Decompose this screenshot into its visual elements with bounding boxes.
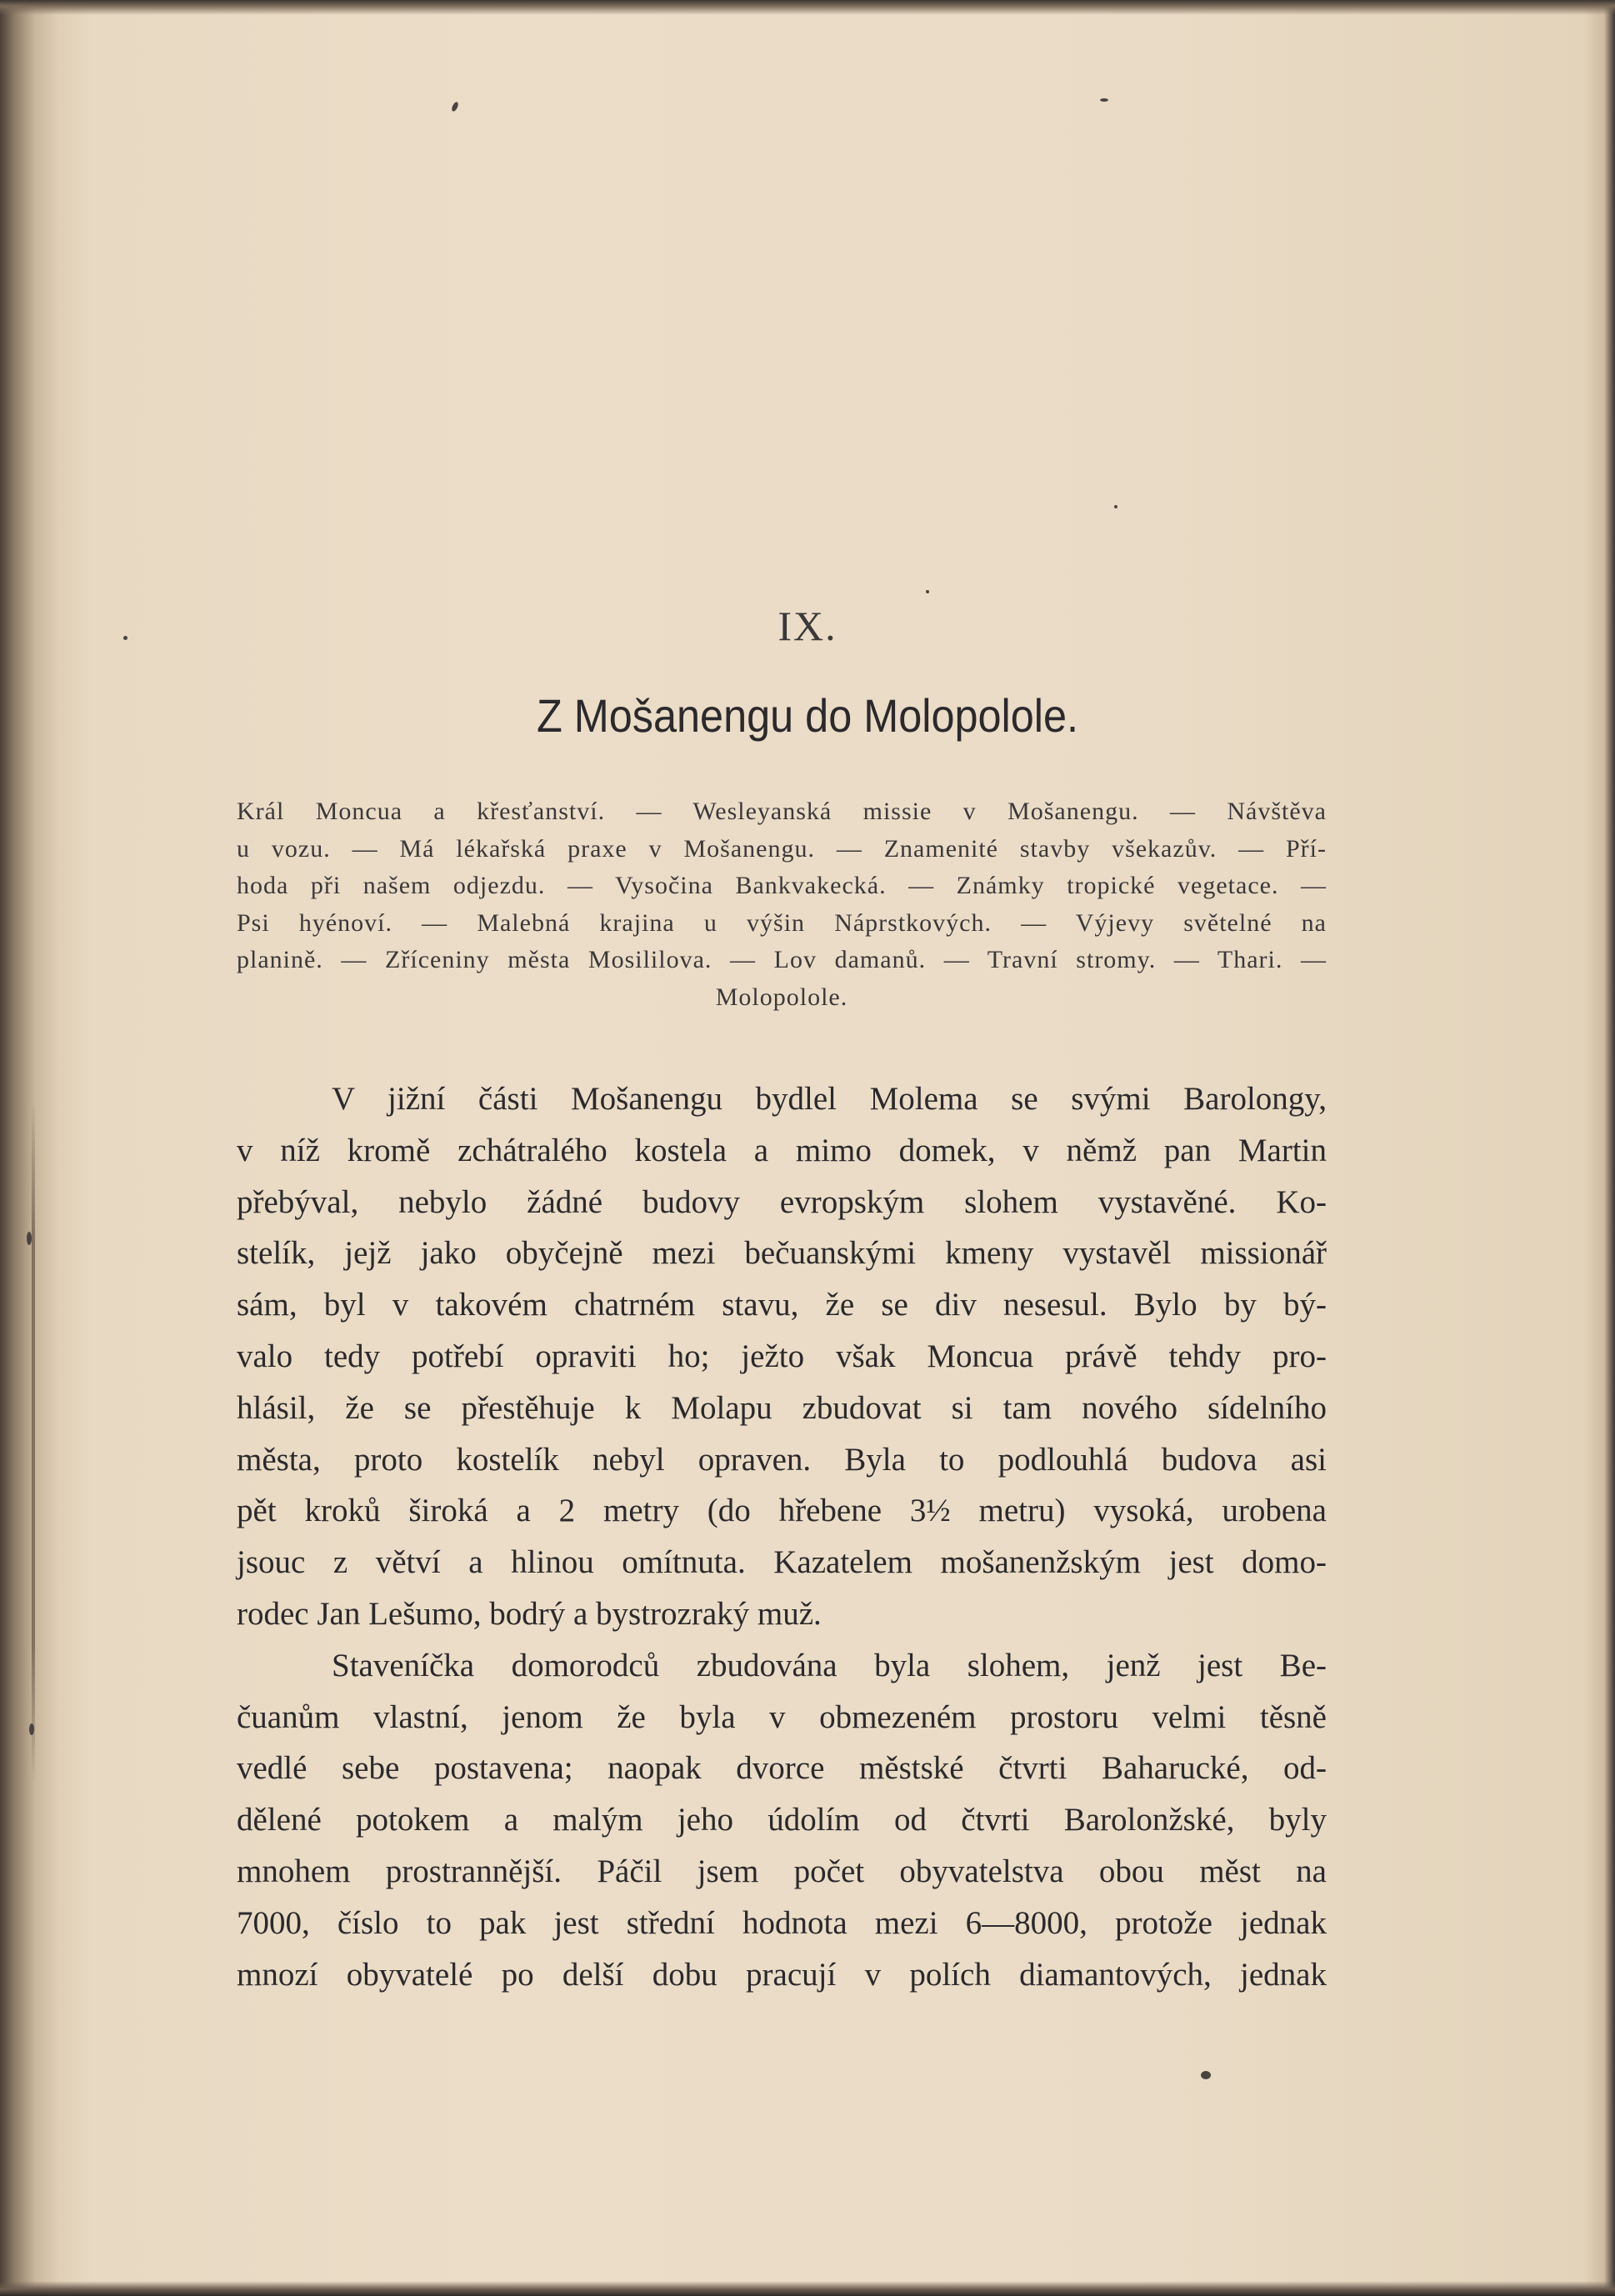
page-top-edge	[0, 0, 1615, 15]
summary-line: Král Moncua a křesťanství. — Wesleyanská missie v Mošanengu. — Návštěva	[237, 798, 1327, 825]
ink-speck	[1100, 98, 1108, 102]
binding-shadow	[32, 1100, 35, 1783]
paragraph-line: čuanům vlastní, jenom že byla v obmezeném prostoru velmi těsně	[237, 1698, 1327, 1735]
paragraph-line: Staveníčka domorodců zbudována byla slohem, jenž jest Be-	[332, 1647, 1327, 1683]
paragraph-line: valo tedy potřebí opraviti ho; ježto však Moncua právě tehdy pro-	[237, 1338, 1327, 1374]
paragraph-line: rodec Jan Lešumo, bodrý a bystrozraký muž.	[237, 1595, 822, 1632]
summary-line: planině. — Zříceniny města Mosililova. — Lov damanů. — Travní stromy. — Thari. —	[237, 946, 1327, 973]
chapter-number: IX.	[778, 603, 838, 649]
page-bottom-edge	[0, 2281, 1615, 2296]
ink-speck	[29, 1723, 34, 1735]
paragraph-line: stelík, jejž jako obyčejně mezi bečuanskými kmeny vystavěl missionář	[237, 1235, 1327, 1272]
ink-speck	[1201, 2071, 1211, 2079]
summary-line: u vozu. — Má lékařská praxe v Mošanengu. — Znamenité stavby všekazův. — Pří-	[237, 834, 1327, 863]
summary-line: hoda při našem odjezdu. — Vysočina Bankvakecká. — Známky tropické vegetace. —	[237, 872, 1327, 899]
chapter-title: Z Mošanengu do Molopolole.	[536, 689, 1078, 742]
paragraph-line: sám, byl v takovém chatrném stavu, že se div nesesul. Bylo by bý-	[237, 1287, 1327, 1323]
paragraph-line: 7000, číslo to pak jest střední hodnota mezi 6—8000, protože jednak	[237, 1904, 1327, 1941]
ink-speck	[926, 590, 929, 593]
paragraph-line: v níž kromě zchátralého kostela a mimo domek, v němž pan Martin	[237, 1132, 1327, 1168]
ink-speck	[1114, 505, 1118, 508]
body-text	[237, 1073, 1327, 2000]
paragraph-line: dělené potokem a malým jeho údolím od čtvrti Barolonžské, byly	[237, 1802, 1327, 1838]
paragraph-line: V jižní části Mošanengu bydlel Molema se svými Barolongy,	[332, 1081, 1327, 1117]
paragraph-line: vedlé sebe postavena; naopak dvorce městské čtvrti Baharucké, od-	[237, 1750, 1327, 1787]
paragraph-line: přebýval, nebylo žádné budovy evropským slohem vystavěné. Ko-	[237, 1183, 1327, 1220]
paragraph-line: mnohem prostrannější. Páčil jsem počet obyvatelstva obou měst na	[237, 1853, 1327, 1889]
paragraph-line: jsouc z větví a hlinou omítnuta. Kazatelem mošanenžským jest domo-	[237, 1544, 1327, 1581]
summary-line: Psi hyénoví. — Malebná krajina u výšin Náprstkových. — Výjevy světelné na	[237, 908, 1327, 937]
paragraph-line: města, proto kostelík nebyl opraven. Byla to podlouhlá budova asi	[237, 1441, 1327, 1478]
chapter-summary	[237, 793, 1327, 1016]
summary-line: Molopolole.	[715, 983, 848, 1011]
ink-speck	[451, 101, 460, 112]
paragraph-line: pět kroků široká a 2 metry (do hřebene 3½ metru) vysoká, urobena	[237, 1493, 1327, 1529]
paragraph-line: mnozí obyvatelé po delší dobu pracují v polích diamantových, jednak	[237, 1956, 1327, 1993]
ink-speck	[27, 1232, 32, 1245]
paragraph-line: hlásil, že se přestěhuje k Molapu zbudovat si tam nového sídelního	[237, 1389, 1327, 1426]
